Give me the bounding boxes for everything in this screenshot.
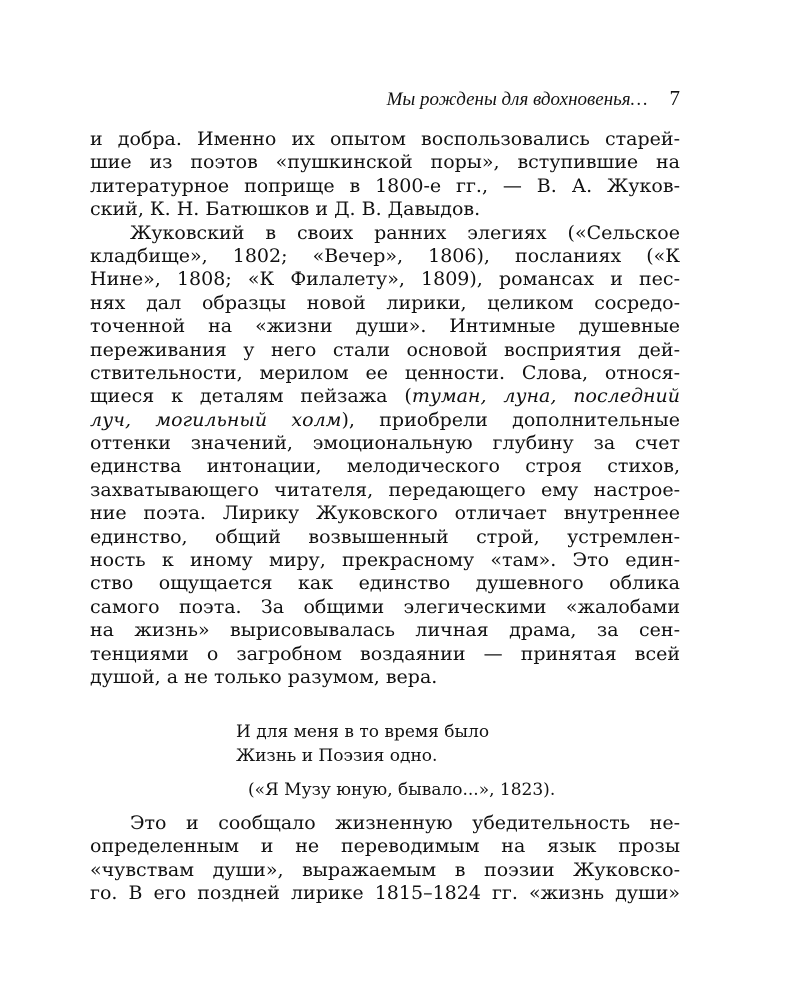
text-line: самого поэта. За общими элегическими «жалобами [90,595,680,618]
text-line: захватывающего читателя, передающего ему настрое- [90,478,680,501]
text-line: на жизнь» вырисовывалась личная драма, за сен- [90,619,680,642]
text-line: ство ощущается как единство душевного облика [90,572,680,595]
text-line: нях дал образцы новой лирики, целиком сосредо- [90,291,680,314]
text-line [90,385,680,408]
text-line: единство, общий возвышенный строй, устремлен- [90,525,680,548]
text-line: го. В его поздней лирике 1815–1824 гг. «жизнь души» [90,882,680,905]
verse-line: И для меня в то время было [236,722,490,742]
text-line: определенным и не переводимым на язык прозы [90,835,680,858]
text-line: точенной на «жизни души». Интимные душевные [90,315,680,338]
text-line: «чувствам души», выражаемым в поэзии Жуковско- [90,858,680,881]
text-line: единства интонации, мелодического строя стихов, [90,455,680,478]
text-line: шие из поэтов «пушкинской поры», вступившие на [90,151,680,174]
text-line: ность к иному миру, прекрасному «там». Это един- [90,549,680,572]
text-line: ние поэта. Лирику Жуковского отличает внутреннее [90,502,680,525]
text-line: душой, а не только разумом, вера. [90,665,438,688]
text-line: и добра. Именно их опытом воспользовались старей- [90,128,680,150]
running-head [90,86,680,112]
text-segment: ), приобрели дополнительные [341,408,680,431]
text-segment: щиеся к деталям пейзажа ( [90,385,412,408]
text-line: тенциями о загробном воздаянии — принятая всей [90,642,680,665]
text-line: ствительности, мерилом ее ценности. Слова, относя- [90,361,680,384]
text-line: литературное поприще в 1800-е гг., — В. А. Жуков- [90,174,680,197]
text-line: оттенки значений, эмоциональную глубину за счет [90,432,680,455]
text-line: Это и сообщало жизненную убедительность не- [130,812,680,834]
verse-source: («Я Музу юную, бывало...», 1823). [248,780,556,800]
verse-line: Жизнь и Поэзия одно. [236,746,438,766]
text-line [90,409,680,432]
verse-quote [236,720,656,802]
body-text [90,128,680,689]
text-line: Нине», 1808; «К Филалету», 1809), романсах и пес- [90,268,680,291]
running-title: Мы рождены для вдохновенья… [386,89,648,110]
italic-segment: луч, могильный холм [90,408,342,431]
page-number: 7 [669,86,680,110]
text-line: ский, К. Н. Батюшков и Д. В. Давыдов. [90,198,481,221]
text-line: Жуковский в своих ранних элегиях («Сельское [130,221,680,244]
text-line: кладбище», 1802; «Вечер», 1806), посланиях («К [90,244,680,267]
italic-segment: туман, луна, последний [411,385,680,408]
body-text-continued [90,812,680,906]
text-line: переживания у него стали основой восприятия дей- [90,338,680,361]
